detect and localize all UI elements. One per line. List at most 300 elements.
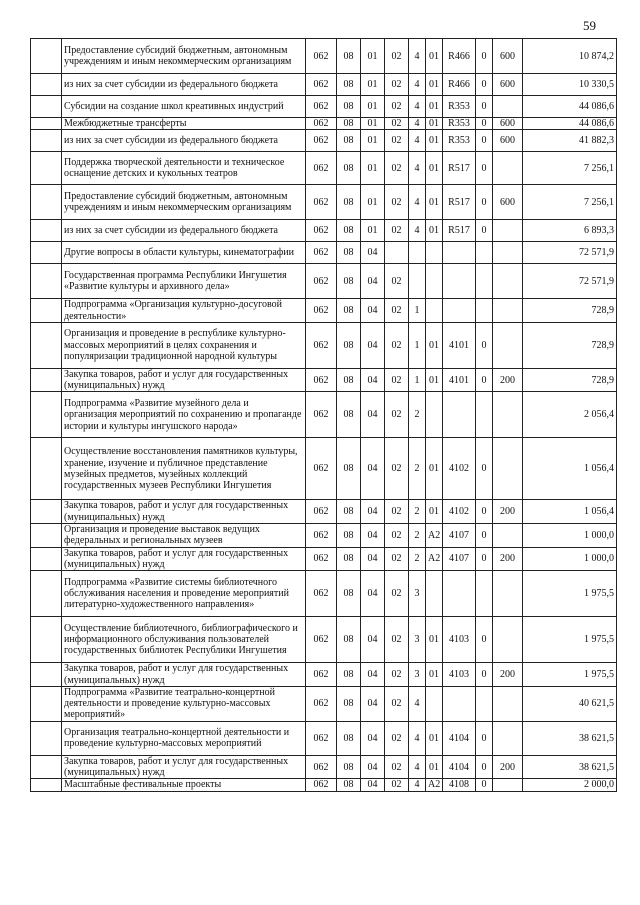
row-prog-cell: 02 [385, 755, 409, 779]
budget-table [30, 38, 617, 792]
row-spacer-cell [31, 617, 62, 663]
table-row [31, 118, 617, 130]
row-razdel-cell: 08 [337, 96, 361, 118]
row-prog-cell: 02 [385, 118, 409, 130]
row-z-cell [476, 242, 493, 264]
row-subprog-cell: 2 [409, 500, 426, 524]
row-admin-cell: 062 [306, 118, 337, 130]
row-subprog-cell: 2 [409, 547, 426, 571]
row-razdel-cell: 08 [337, 571, 361, 617]
row-subprog-cell: 4 [409, 96, 426, 118]
row-podrazdel-cell: 04 [361, 524, 385, 548]
row-dir-cell: 4103 [443, 617, 476, 663]
row-z-cell: 0 [476, 74, 493, 96]
row-amount-cell: 6 893,3 [523, 220, 617, 242]
row-name-cell: Осуществление библиотечного, библиографического и информационного обслуживания пользователей государственных библиотек Республики Ингушетия [62, 617, 306, 663]
row-amount-cell: 1 000,0 [523, 547, 617, 571]
row-podrazdel-cell: 04 [361, 547, 385, 571]
row-amount-cell: 1 975,5 [523, 663, 617, 687]
row-razdel-cell: 08 [337, 152, 361, 185]
row-dir-cell [443, 264, 476, 299]
row-razdel-cell: 08 [337, 322, 361, 368]
row-spacer-cell [31, 779, 62, 791]
row-subprog-cell: 4 [409, 185, 426, 220]
row-main-cell [426, 392, 443, 438]
row-vr-cell [493, 617, 523, 663]
row-spacer-cell [31, 571, 62, 617]
row-subprog-cell: 3 [409, 571, 426, 617]
row-main-cell: 01 [426, 368, 443, 392]
row-vr-cell: 200 [493, 547, 523, 571]
row-spacer-cell [31, 322, 62, 368]
row-amount-cell: 7 256,1 [523, 185, 617, 220]
row-z-cell: 0 [476, 118, 493, 130]
row-prog-cell: 02 [385, 74, 409, 96]
row-prog-cell: 02 [385, 322, 409, 368]
row-subprog-cell: 4 [409, 755, 426, 779]
row-name-cell: Закупка товаров, работ и услуг для государственных (муниципальных) нужд [62, 547, 306, 571]
row-podrazdel-cell: 01 [361, 74, 385, 96]
row-prog-cell: 02 [385, 368, 409, 392]
row-razdel-cell: 08 [337, 264, 361, 299]
row-prog-cell: 02 [385, 524, 409, 548]
row-razdel-cell: 08 [337, 524, 361, 548]
row-name-cell: Закупка товаров, работ и услуг для государственных (муниципальных) нужд [62, 663, 306, 687]
row-z-cell: 0 [476, 130, 493, 152]
row-main-cell: A2 [426, 547, 443, 571]
row-subprog-cell: 4 [409, 39, 426, 74]
row-subprog-cell: 4 [409, 686, 426, 721]
row-podrazdel-cell: 01 [361, 185, 385, 220]
row-admin-cell: 062 [306, 500, 337, 524]
row-admin-cell: 062 [306, 299, 337, 323]
row-amount-cell: 1 975,5 [523, 617, 617, 663]
row-prog-cell: 02 [385, 663, 409, 687]
table-row [31, 524, 617, 548]
row-admin-cell: 062 [306, 617, 337, 663]
table-row [31, 39, 617, 74]
row-main-cell: 01 [426, 721, 443, 755]
row-vr-cell [493, 220, 523, 242]
row-main-cell [426, 686, 443, 721]
row-razdel-cell: 08 [337, 547, 361, 571]
row-vr-cell [493, 392, 523, 438]
row-spacer-cell [31, 74, 62, 96]
row-spacer-cell [31, 130, 62, 152]
row-podrazdel-cell: 01 [361, 152, 385, 185]
row-razdel-cell: 08 [337, 74, 361, 96]
row-main-cell: 01 [426, 39, 443, 74]
row-subprog-cell: 3 [409, 663, 426, 687]
row-razdel-cell: 08 [337, 39, 361, 74]
row-z-cell [476, 571, 493, 617]
row-prog-cell: 02 [385, 392, 409, 438]
row-vr-cell [493, 571, 523, 617]
table-row [31, 368, 617, 392]
row-dir-cell [443, 686, 476, 721]
row-spacer-cell [31, 547, 62, 571]
row-admin-cell: 062 [306, 242, 337, 264]
row-amount-cell: 728,9 [523, 322, 617, 368]
row-main-cell: A2 [426, 524, 443, 548]
row-spacer-cell [31, 721, 62, 755]
row-z-cell: 0 [476, 152, 493, 185]
row-subprog-cell: 2 [409, 438, 426, 500]
row-subprog-cell [409, 242, 426, 264]
row-vr-cell: 600 [493, 39, 523, 74]
table-row [31, 571, 617, 617]
row-spacer-cell [31, 96, 62, 118]
row-z-cell: 0 [476, 755, 493, 779]
row-vr-cell [493, 96, 523, 118]
row-vr-cell: 200 [493, 368, 523, 392]
row-spacer-cell [31, 663, 62, 687]
row-spacer-cell [31, 118, 62, 130]
row-vr-cell [493, 322, 523, 368]
table-row [31, 617, 617, 663]
row-dir-cell: R353 [443, 130, 476, 152]
row-podrazdel-cell: 01 [361, 96, 385, 118]
row-name-cell: Подпрограмма «Организация культурно-досуговой деятельности» [62, 299, 306, 323]
table-row [31, 686, 617, 721]
row-admin-cell: 062 [306, 547, 337, 571]
row-name-cell: из них за счет субсидии из федерального бюджета [62, 130, 306, 152]
row-amount-cell: 41 882,3 [523, 130, 617, 152]
table-row [31, 500, 617, 524]
row-amount-cell: 1 975,5 [523, 571, 617, 617]
row-amount-cell: 10 330,5 [523, 74, 617, 96]
row-razdel-cell: 08 [337, 617, 361, 663]
row-name-cell: Предоставление субсидий бюджетным, автономным учреждениям и иным некоммерческим организациям [62, 39, 306, 74]
row-prog-cell: 02 [385, 571, 409, 617]
row-name-cell: Организация и проведение выставок ведущих федеральных и региональных музеев [62, 524, 306, 548]
row-spacer-cell [31, 686, 62, 721]
row-main-cell: 01 [426, 755, 443, 779]
row-main-cell [426, 299, 443, 323]
row-admin-cell: 062 [306, 264, 337, 299]
row-razdel-cell: 08 [337, 220, 361, 242]
row-dir-cell [443, 571, 476, 617]
row-vr-cell: 200 [493, 663, 523, 687]
row-admin-cell: 062 [306, 185, 337, 220]
row-amount-cell: 728,9 [523, 299, 617, 323]
row-podrazdel-cell: 04 [361, 322, 385, 368]
row-z-cell [476, 392, 493, 438]
row-razdel-cell: 08 [337, 130, 361, 152]
row-dir-cell: 4102 [443, 500, 476, 524]
row-vr-cell [493, 264, 523, 299]
row-main-cell: 01 [426, 663, 443, 687]
row-podrazdel-cell: 04 [361, 368, 385, 392]
row-vr-cell [493, 242, 523, 264]
row-admin-cell: 062 [306, 130, 337, 152]
table-row [31, 322, 617, 368]
row-dir-cell: R517 [443, 152, 476, 185]
row-podrazdel-cell: 04 [361, 663, 385, 687]
table-row [31, 264, 617, 299]
row-dir-cell [443, 242, 476, 264]
row-admin-cell: 062 [306, 152, 337, 185]
table-row [31, 74, 617, 96]
row-name-cell: Подпрограмма «Развитие театрально-концертной деятельности и проведение культурно-массовых мероприятий» [62, 686, 306, 721]
row-main-cell: 01 [426, 322, 443, 368]
row-spacer-cell [31, 220, 62, 242]
row-subprog-cell: 4 [409, 220, 426, 242]
row-main-cell [426, 242, 443, 264]
table-row [31, 779, 617, 791]
row-podrazdel-cell: 04 [361, 755, 385, 779]
row-subprog-cell [409, 264, 426, 299]
row-vr-cell: 600 [493, 185, 523, 220]
row-name-cell: Закупка товаров, работ и услуг для государственных (муниципальных) нужд [62, 500, 306, 524]
page-number: 59 [583, 18, 596, 33]
row-razdel-cell: 08 [337, 686, 361, 721]
row-spacer-cell [31, 152, 62, 185]
row-razdel-cell: 08 [337, 755, 361, 779]
table-row [31, 663, 617, 687]
row-dir-cell [443, 392, 476, 438]
row-podrazdel-cell: 04 [361, 500, 385, 524]
row-spacer-cell [31, 438, 62, 500]
row-z-cell: 0 [476, 220, 493, 242]
row-prog-cell: 02 [385, 686, 409, 721]
row-spacer-cell [31, 392, 62, 438]
row-prog-cell [385, 242, 409, 264]
row-vr-cell [493, 721, 523, 755]
row-name-cell: Подпрограмма «Развитие системы библиотечного обслуживания населения и проведение мероприятий литературно-художественного направления» [62, 571, 306, 617]
row-name-cell: Предоставление субсидий бюджетным, автономным учреждениям и иным некоммерческим организациям [62, 185, 306, 220]
row-z-cell: 0 [476, 617, 493, 663]
row-spacer-cell [31, 368, 62, 392]
row-admin-cell: 062 [306, 721, 337, 755]
row-podrazdel-cell: 04 [361, 571, 385, 617]
table-row [31, 721, 617, 755]
row-main-cell: 01 [426, 130, 443, 152]
row-name-cell: Другие вопросы в области культуры, кинематографии [62, 242, 306, 264]
row-prog-cell: 02 [385, 130, 409, 152]
row-admin-cell: 062 [306, 663, 337, 687]
table-row [31, 299, 617, 323]
row-dir-cell: 4101 [443, 368, 476, 392]
row-spacer-cell [31, 185, 62, 220]
row-podrazdel-cell: 04 [361, 299, 385, 323]
row-amount-cell: 1 000,0 [523, 524, 617, 548]
row-prog-cell: 02 [385, 779, 409, 791]
row-prog-cell: 02 [385, 264, 409, 299]
row-subprog-cell: 4 [409, 130, 426, 152]
row-podrazdel-cell: 04 [361, 779, 385, 791]
row-amount-cell: 38 621,5 [523, 755, 617, 779]
row-z-cell: 0 [476, 96, 493, 118]
row-z-cell: 0 [476, 500, 493, 524]
row-amount-cell: 7 256,1 [523, 152, 617, 185]
row-subprog-cell: 2 [409, 524, 426, 548]
row-razdel-cell: 08 [337, 663, 361, 687]
row-podrazdel-cell: 01 [361, 220, 385, 242]
row-vr-cell [493, 524, 523, 548]
row-razdel-cell: 08 [337, 500, 361, 524]
row-dir-cell: 4107 [443, 547, 476, 571]
row-admin-cell: 062 [306, 392, 337, 438]
row-prog-cell: 02 [385, 617, 409, 663]
row-razdel-cell: 08 [337, 185, 361, 220]
row-amount-cell: 40 621,5 [523, 686, 617, 721]
row-prog-cell: 02 [385, 438, 409, 500]
row-amount-cell: 44 086,6 [523, 118, 617, 130]
row-admin-cell: 062 [306, 74, 337, 96]
row-vr-cell: 600 [493, 130, 523, 152]
row-admin-cell: 062 [306, 686, 337, 721]
row-z-cell: 0 [476, 368, 493, 392]
row-main-cell: A2 [426, 779, 443, 791]
row-prog-cell: 02 [385, 96, 409, 118]
row-z-cell: 0 [476, 721, 493, 755]
row-z-cell [476, 264, 493, 299]
row-razdel-cell: 08 [337, 242, 361, 264]
row-main-cell: 01 [426, 118, 443, 130]
row-podrazdel-cell: 04 [361, 438, 385, 500]
row-main-cell: 01 [426, 438, 443, 500]
row-z-cell: 0 [476, 663, 493, 687]
row-name-cell: Подпрограмма «Развитие музейного дела и организация мероприятий по сохранению и пропаганде истории и культуры ингушского народа» [62, 392, 306, 438]
row-main-cell: 01 [426, 500, 443, 524]
table-row [31, 96, 617, 118]
row-razdel-cell: 08 [337, 368, 361, 392]
row-main-cell [426, 571, 443, 617]
row-dir-cell: R353 [443, 96, 476, 118]
row-vr-cell [493, 299, 523, 323]
row-podrazdel-cell: 04 [361, 686, 385, 721]
row-name-cell: Закупка товаров, работ и услуг для государственных (муниципальных) нужд [62, 368, 306, 392]
row-name-cell: Поддержка творческой деятельности и техническое оснащение детских и кукольных театров [62, 152, 306, 185]
row-amount-cell: 44 086,6 [523, 96, 617, 118]
row-podrazdel-cell: 04 [361, 392, 385, 438]
row-main-cell: 01 [426, 617, 443, 663]
row-main-cell [426, 264, 443, 299]
row-dir-cell: 4108 [443, 779, 476, 791]
row-dir-cell: R517 [443, 220, 476, 242]
table-row [31, 220, 617, 242]
row-z-cell [476, 299, 493, 323]
row-name-cell: из них за счет субсидии из федерального бюджета [62, 220, 306, 242]
row-admin-cell: 062 [306, 755, 337, 779]
row-name-cell: Организация и проведение в республике культурно-массовых мероприятий в целях сохранения и популяризации традиционной народной культуры [62, 322, 306, 368]
row-vr-cell: 200 [493, 500, 523, 524]
row-dir-cell: R517 [443, 185, 476, 220]
row-subprog-cell: 4 [409, 74, 426, 96]
row-vr-cell [493, 779, 523, 791]
row-name-cell: Государственная программа Республики Ингушетия «Развитие культуры и архивного дела» [62, 264, 306, 299]
row-main-cell: 01 [426, 74, 443, 96]
row-podrazdel-cell: 01 [361, 39, 385, 74]
row-admin-cell: 062 [306, 571, 337, 617]
row-vr-cell [493, 152, 523, 185]
row-prog-cell: 02 [385, 152, 409, 185]
row-vr-cell [493, 438, 523, 500]
row-razdel-cell: 08 [337, 779, 361, 791]
row-name-cell: Организация театрально-концертной деятельности и проведение культурно-массовых мероприятий [62, 721, 306, 755]
row-vr-cell: 600 [493, 118, 523, 130]
row-spacer-cell [31, 264, 62, 299]
row-podrazdel-cell: 04 [361, 264, 385, 299]
row-amount-cell: 72 571,9 [523, 242, 617, 264]
table-row [31, 130, 617, 152]
row-amount-cell: 1 056,4 [523, 438, 617, 500]
table-row [31, 185, 617, 220]
table-row [31, 547, 617, 571]
row-razdel-cell: 08 [337, 299, 361, 323]
row-z-cell: 0 [476, 779, 493, 791]
row-admin-cell: 062 [306, 779, 337, 791]
row-spacer-cell [31, 299, 62, 323]
row-vr-cell: 200 [493, 755, 523, 779]
row-z-cell: 0 [476, 438, 493, 500]
row-amount-cell: 2 000,0 [523, 779, 617, 791]
row-spacer-cell [31, 39, 62, 74]
row-name-cell: Осуществление восстановления памятников культуры, хранение, изучение и публичное представление музейных предметов, музейных коллекций государственных музеев Республики Ингушетия [62, 438, 306, 500]
row-spacer-cell [31, 755, 62, 779]
row-razdel-cell: 08 [337, 721, 361, 755]
row-subprog-cell: 1 [409, 299, 426, 323]
row-prog-cell: 02 [385, 500, 409, 524]
row-dir-cell: 4102 [443, 438, 476, 500]
row-dir-cell: 4104 [443, 755, 476, 779]
row-dir-cell: 4104 [443, 721, 476, 755]
row-name-cell: из них за счет субсидии из федерального бюджета [62, 74, 306, 96]
row-spacer-cell [31, 242, 62, 264]
row-prog-cell: 02 [385, 299, 409, 323]
row-main-cell: 01 [426, 96, 443, 118]
row-name-cell: Закупка товаров, работ и услуг для государственных (муниципальных) нужд [62, 755, 306, 779]
row-main-cell: 01 [426, 220, 443, 242]
row-main-cell: 01 [426, 152, 443, 185]
row-z-cell [476, 686, 493, 721]
row-admin-cell: 062 [306, 39, 337, 74]
row-razdel-cell: 08 [337, 438, 361, 500]
row-z-cell: 0 [476, 547, 493, 571]
table-row [31, 438, 617, 500]
row-dir-cell [443, 299, 476, 323]
row-admin-cell: 062 [306, 96, 337, 118]
row-amount-cell: 72 571,9 [523, 264, 617, 299]
row-z-cell: 0 [476, 185, 493, 220]
row-podrazdel-cell: 04 [361, 242, 385, 264]
row-z-cell: 0 [476, 322, 493, 368]
row-subprog-cell: 2 [409, 392, 426, 438]
row-prog-cell: 02 [385, 220, 409, 242]
row-subprog-cell: 4 [409, 721, 426, 755]
row-razdel-cell: 08 [337, 392, 361, 438]
row-name-cell: Межбюджетные трансферты [62, 118, 306, 130]
row-admin-cell: 062 [306, 438, 337, 500]
row-prog-cell: 02 [385, 39, 409, 74]
row-spacer-cell [31, 500, 62, 524]
row-subprog-cell: 1 [409, 322, 426, 368]
row-amount-cell: 2 056,4 [523, 392, 617, 438]
row-z-cell: 0 [476, 39, 493, 74]
row-amount-cell: 38 621,5 [523, 721, 617, 755]
row-vr-cell [493, 686, 523, 721]
row-podrazdel-cell: 01 [361, 118, 385, 130]
row-podrazdel-cell: 04 [361, 721, 385, 755]
row-amount-cell: 1 056,4 [523, 500, 617, 524]
row-subprog-cell: 4 [409, 118, 426, 130]
row-razdel-cell: 08 [337, 118, 361, 130]
row-spacer-cell [31, 524, 62, 548]
row-admin-cell: 062 [306, 524, 337, 548]
row-admin-cell: 062 [306, 368, 337, 392]
table-row [31, 392, 617, 438]
